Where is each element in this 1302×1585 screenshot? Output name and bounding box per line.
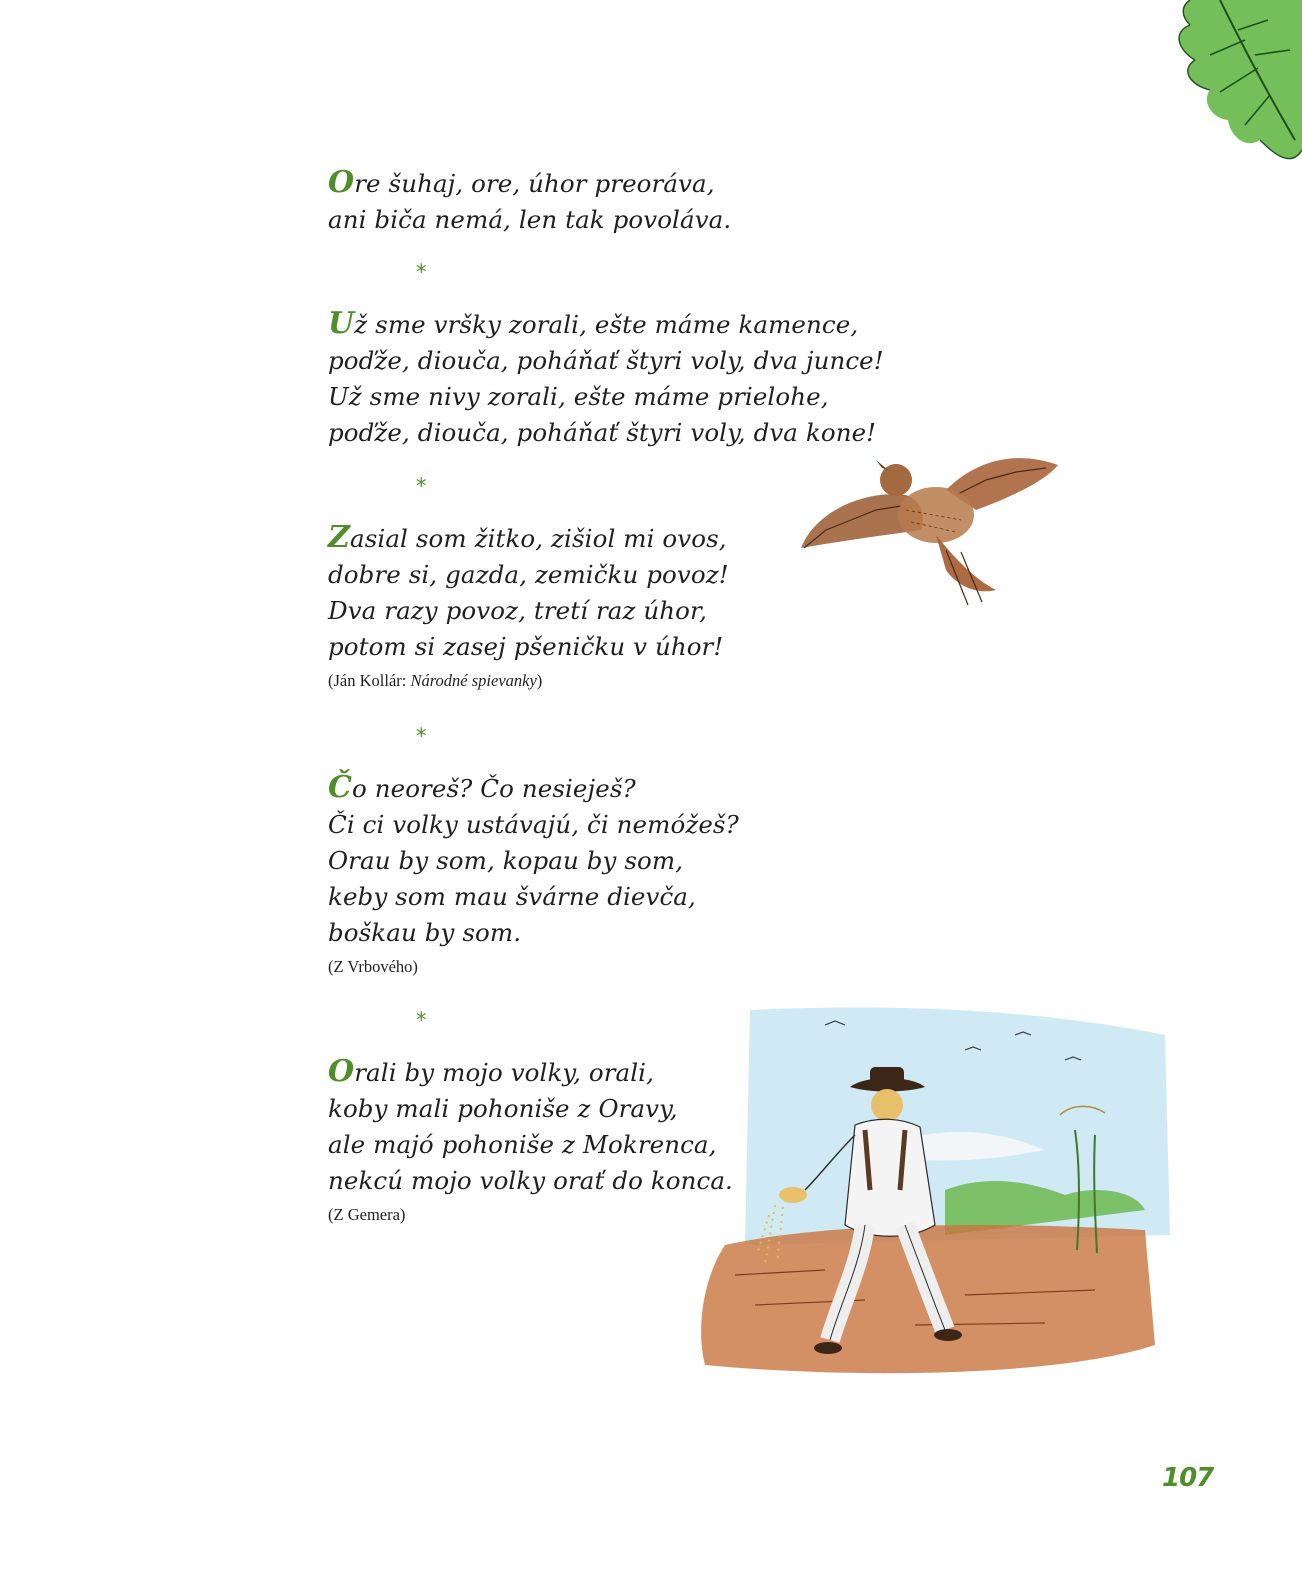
- stanza-separator: *: [416, 724, 427, 748]
- verse-line: nekcú mojo volky orať do konca.: [328, 1166, 733, 1195]
- stanza-1: [328, 165, 731, 238]
- verse-line: Orali by mojo volky, orali,: [328, 1054, 655, 1089]
- verse-line: boškau by som.: [328, 918, 522, 947]
- source-citation: (Z Vrbového): [328, 957, 418, 976]
- drop-initial: Z: [328, 520, 350, 555]
- book-title: Národné spievanky: [410, 671, 537, 690]
- verse-line: Už sme nivy zorali, ešte máme prielohe,: [328, 382, 829, 411]
- bird-illustration: [796, 440, 1066, 610]
- drop-initial: U: [328, 306, 355, 341]
- stanza-separator: *: [416, 260, 427, 284]
- stanza-separator: *: [416, 1008, 427, 1032]
- verse-line: Zasial som žitko, zišiol mi ovos,: [328, 520, 727, 555]
- verse-line: koby mali pohoniše z Oravy,: [328, 1094, 678, 1123]
- drop-initial: Č: [328, 770, 352, 805]
- verse-line: Už sme vršky zorali, ešte máme kamence,: [328, 306, 859, 341]
- drop-initial: O: [328, 165, 355, 200]
- stanza-2: [328, 306, 884, 451]
- verse-line: Či ci volky ustávajú, či nemóžeš?: [328, 810, 739, 839]
- source-citation: (Z Gemera): [328, 1205, 406, 1224]
- source-citation: (Ján Kollár: Národné spievanky): [328, 671, 543, 690]
- verse-line: poďže, diouča, poháňať štyri voly, dva kone!: [328, 418, 877, 447]
- stanza-separator: *: [416, 474, 427, 498]
- stanza-4: [328, 770, 739, 979]
- verse-line: Ore šuhaj, ore, úhor preoráva,: [328, 165, 715, 200]
- verse-line: ale majó pohoniše z Mokrenca,: [328, 1130, 717, 1159]
- verse-line: Orau by som, kopau by som,: [328, 846, 684, 875]
- verse-line: poďže, diouča, poháňať štyri voly, dva junce!: [328, 346, 884, 375]
- page-number: 107: [1162, 1463, 1214, 1493]
- verse-line: keby som mau švárne dievča,: [328, 882, 696, 911]
- leaf-illustration: [1150, 0, 1302, 180]
- verse-line: dobre si, gazda, zemičku povoz!: [328, 560, 729, 589]
- verse-line: Dva razy povoz, tretí raz úhor,: [328, 596, 707, 625]
- verse-line: potom si zasej pšeničku v úhor!: [328, 632, 724, 661]
- sower-illustration: [665, 1005, 1175, 1385]
- verse-line: ani biča nemá, len tak povoláva.: [328, 205, 732, 234]
- verse-line: Čo neoreš? Čo nesieješ?: [328, 770, 636, 805]
- stanza-3: [328, 520, 729, 693]
- drop-initial: O: [328, 1054, 355, 1089]
